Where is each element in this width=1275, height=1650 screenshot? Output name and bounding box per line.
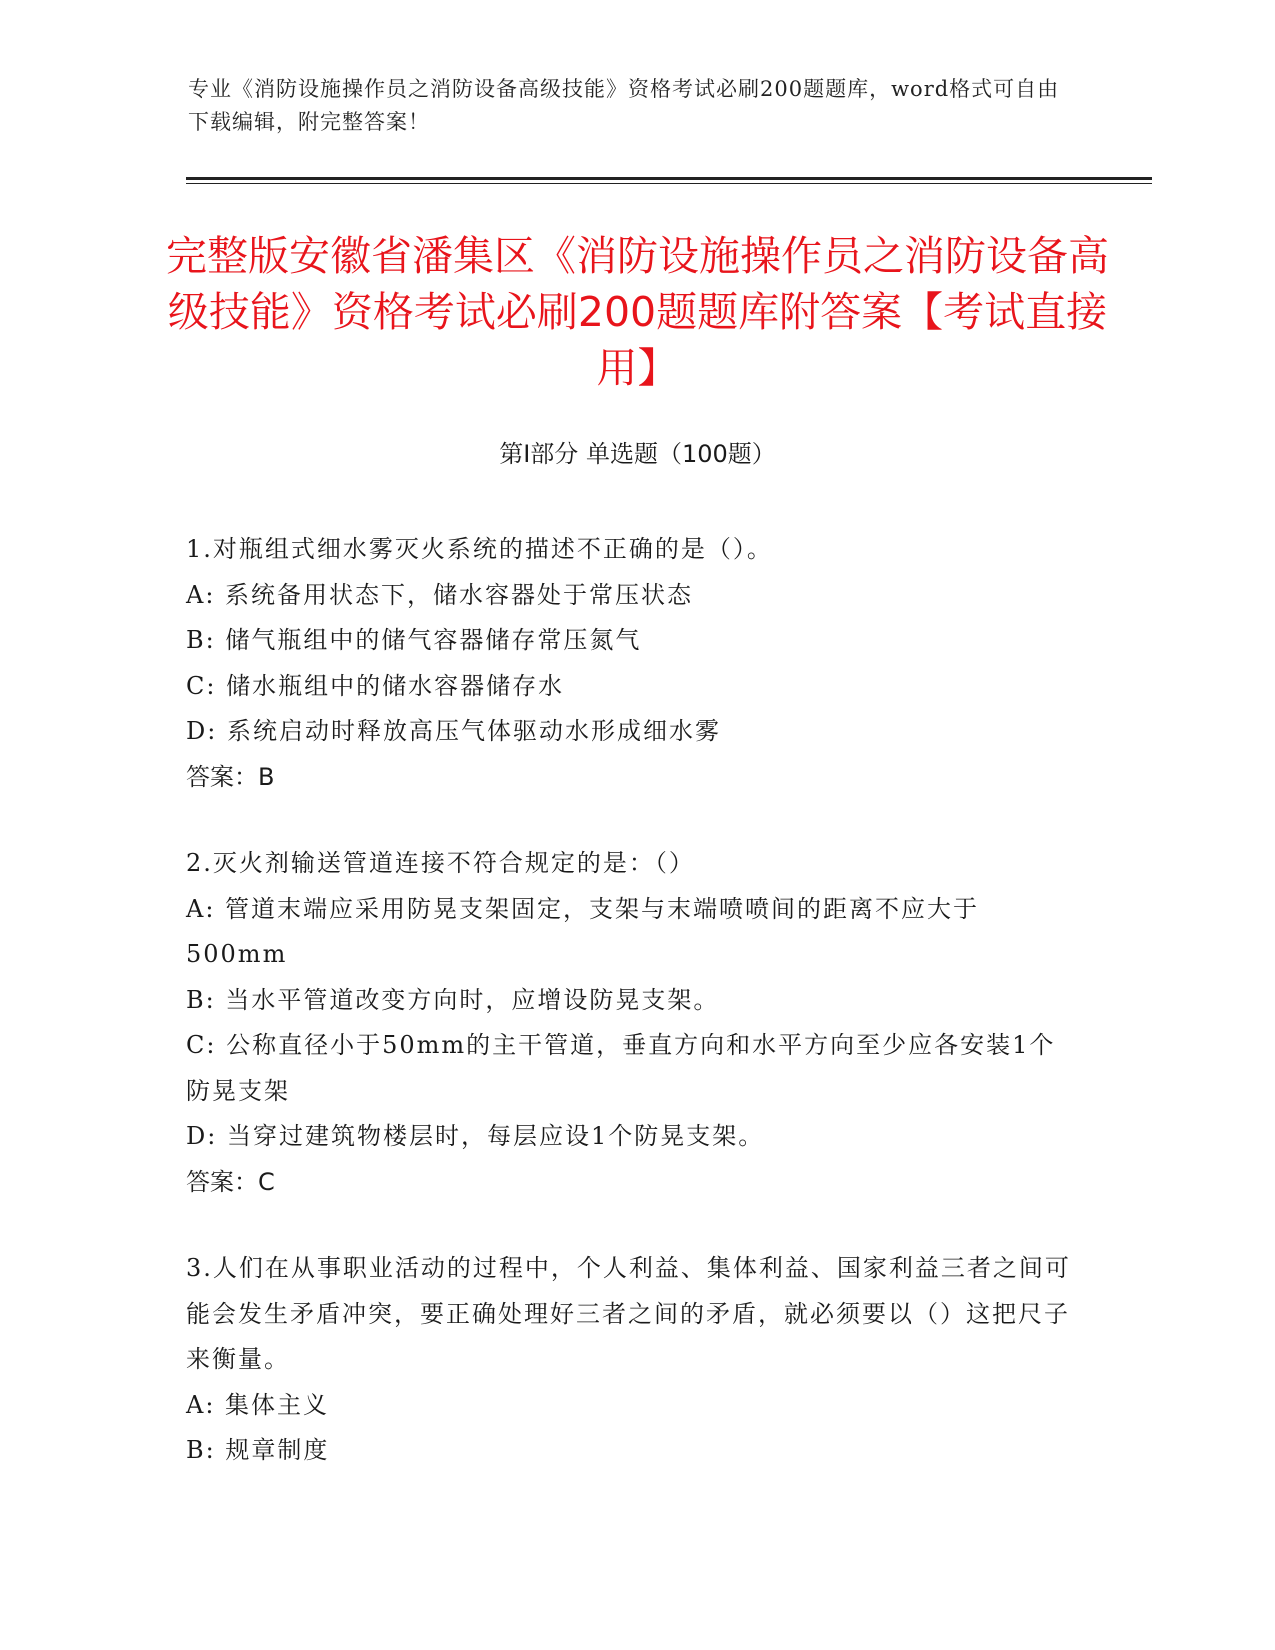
question-list: [186, 527, 1076, 1515]
option-a: A: 系统备用状态下，储水容器处于常压状态: [186, 580, 694, 609]
question-stem: 3.人们在从事职业活动的过程中，个人利益、集体利益、国家利益三者之间可能会发生矛盾冲突，要正确处理好三者之间的矛盾，就必须要以（）这把尺子来衡量。: [186, 1254, 1071, 1373]
option-c: C: 公称直径小于50mm的主干管道，垂直方向和水平方向至少应各安装1个防晃支架: [186, 1031, 1056, 1105]
question-1: [186, 527, 1076, 800]
question-2: [186, 841, 1076, 1205]
document-title: 完整版安徽省潘集区《消防设施操作员之消防设备高级技能》资格考试必刷200题题库附答案【考试直接用】: [166, 232, 1109, 392]
option-a: A: 集体主义: [186, 1390, 330, 1419]
option-c: C: 储水瓶组中的储水容器储存水: [186, 671, 565, 700]
question-stem: 1.对瓶组式细水雾灭火系统的描述不正确的是（）。: [186, 535, 773, 563]
option-d: D: 当穿过建筑物楼层时，每层应设1个防晃支架。: [186, 1122, 765, 1150]
header-note: 专业《消防设施操作员之消防设备高级技能》资格考试必刷200题题库，word格式可自由下载编辑，附完整答案！: [188, 77, 1060, 134]
option-d: D: 系统启动时释放高压气体驱动水形成细水雾: [186, 717, 721, 745]
option-b: B: 当水平管道改变方向时，应增设防晃支架。: [186, 985, 720, 1014]
header-rule-thick: [186, 177, 1152, 180]
option-b: B: 储气瓶组中的储气容器储存常压氮气: [186, 626, 642, 654]
answer: 答案：B: [186, 762, 275, 791]
option-a: A: 管道末端应采用防晃支架固定，支架与末端喷喷间的距离不应大于500mm: [186, 894, 980, 968]
question-3: [186, 1246, 1076, 1474]
answer: 答案：C: [186, 1167, 275, 1196]
header-rule-thin: [186, 183, 1152, 184]
section-heading: 第Ⅰ部分 单选题（100题）: [499, 440, 776, 468]
question-stem: 2.灭火剂输送管道连接不符合规定的是：（）: [186, 849, 695, 877]
option-b: B: 规章制度: [186, 1436, 330, 1464]
